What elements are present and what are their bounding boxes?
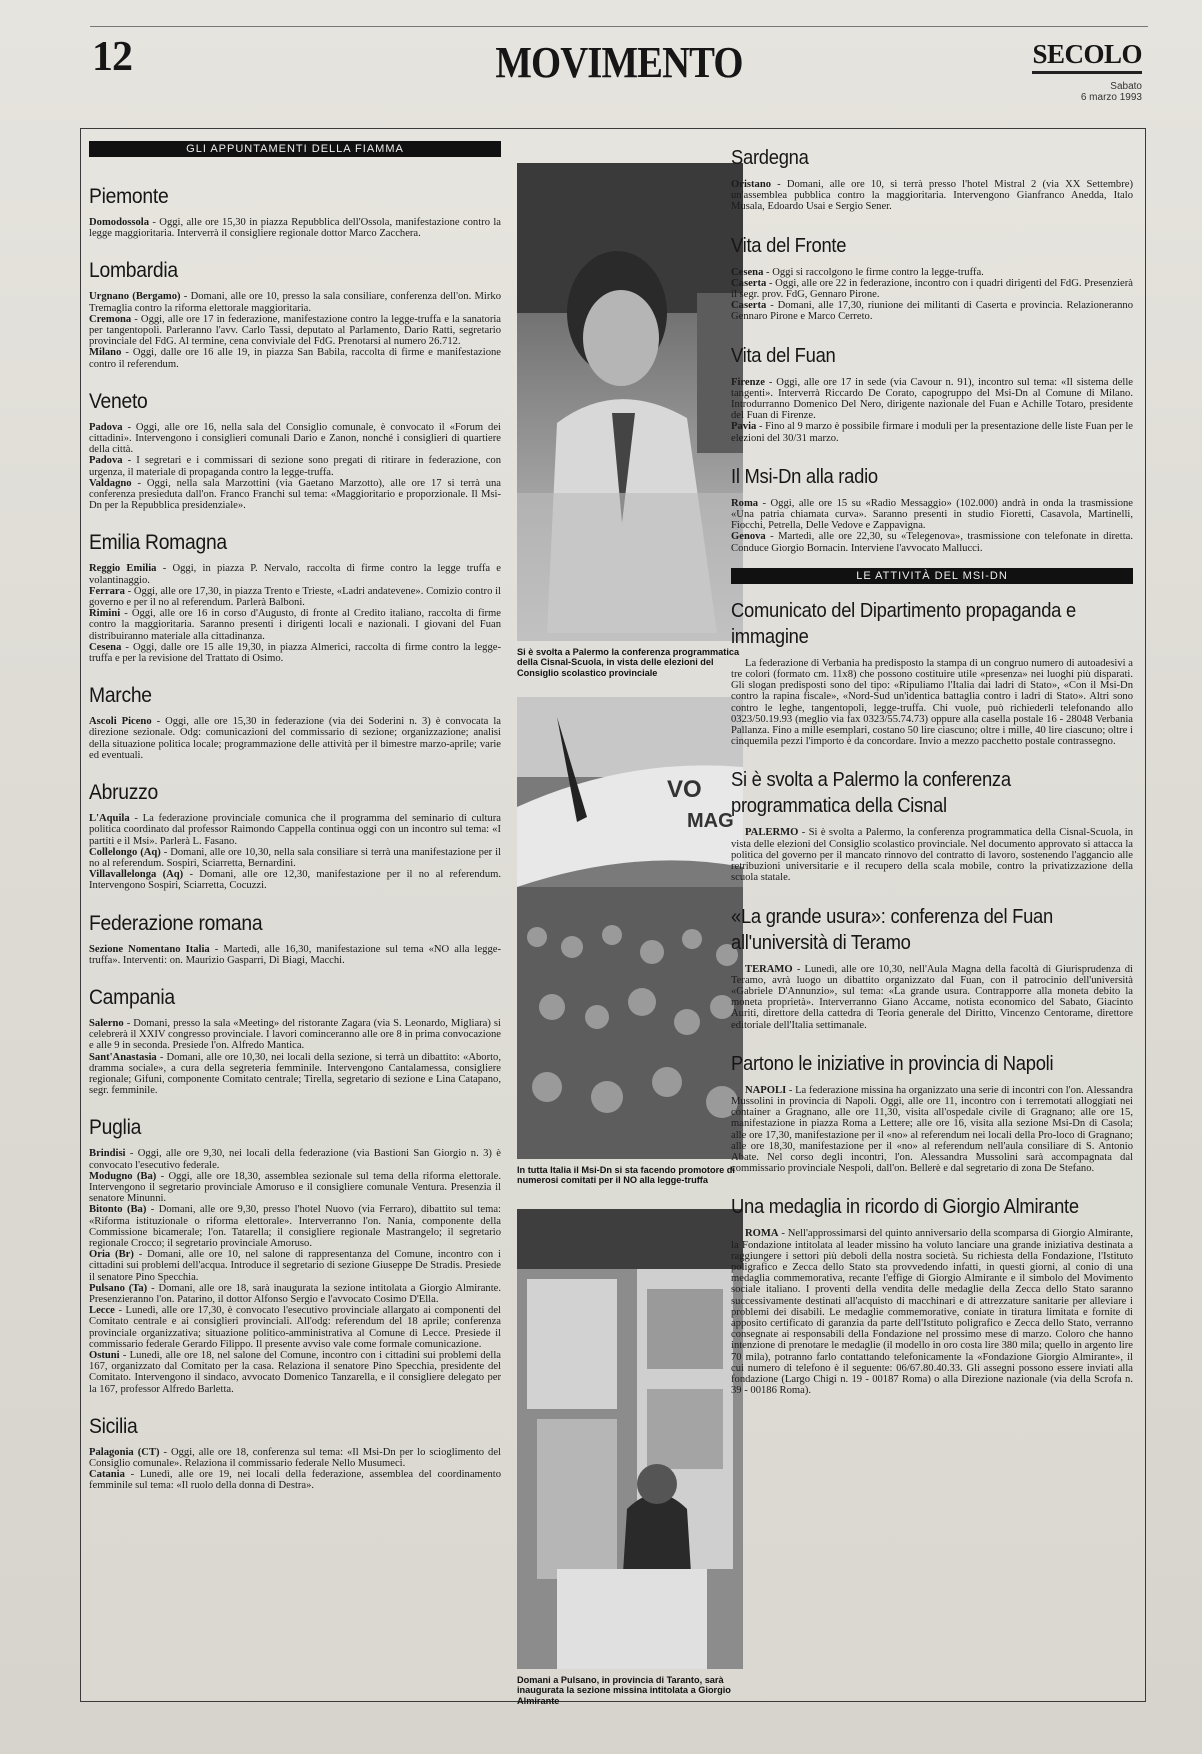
photo-crowd-banner-image [517,697,743,1159]
appointment-text: - Oggi, dalle ore 16 alle 19, in piazza San Babila, raccolta di firme e manifestazione contro il referendum. [89,347,501,370]
article-text: - Nell'approssimarsi del quinto anniversario della scomparsa di Giorgio Almirante, la Fondazione intitolata al leader missino ha voluto lanciare una grande iniziativa destinata a raggiungere i settori più deboli della nostra società. Su richiesta della Fondazione, l'Istituto poligrafico e Zecca dello Stato sta provvedendo infatti, in questi giorni, al conio di una medaglia commemorativa, recante l'effige di Giorgio Almirante e il simbolo del Movimento sociale italiano. I proventi della vendita delle medaglie della Zecca dello Stato saranno successivamente destinati all'acquisto di macchinari e di attrezzature sanitarie per alleviare i problemi dei disabili. Le medaglie commemorative, coniate in tiratura limitata e fornite di apposito certificato di garanzia da parte dell'Istituto poligrafico e Zecca dello Stato, verranno consegnate ai responsabili della Fondazione nel prossimo mese di marzo. Coloro che hanno intenzione di prenotare le medaglie (il modello in oro costa lire 380 mila; quello in argento lire 70 mila), potranno farlo contattando telefonicamente la «Fondazione Giorgio Almirante», il cui numero di telefono è il seguente: 06/67.80.40.33. Gli assegni possono essere inviati alla fondazione (Largo Chigi n. 19 - 00187 Roma) o alla Direzione nazionale (via della Scrofa n. 39 - 00186 Roma). [731,1228,1133,1397]
appointment-text: - Oggi, alle ore 15 su «Radio Messaggio» (102.000) andrà in onda la trasmissione «Una patria chiamata curva». Saranno presenti in studio Fioretti, Casavola, Martinelli, Fiocchi, Petrella, Delle Vedove e Zappavigna. [731,497,1133,532]
photo-caption-2: In tutta Italia il Msi-Dn si sta facendo promotore di numerosi comitati per il NO alla legge-truffa [517,1165,735,1186]
appointment-text: - Lunedì, alle ore 18, nel salone del Comune, incontro con i cittadini sui problemi della 167, organizzato dal Comitato per la casa. Relaziona il senatore Pino Specchia, presidente del Comitato. Intervengono il sindaco, avvocato Domenico Tanzarella, e il consigliere delegato per la 167, professor Alfredo Barletta. [89,1350,501,1395]
appointment-text: - Domani, alle ore 10,30, nella sala consiliare si terrà una manifestazione per il no al referendum. Sospiri, Sciarretta, Bernardini. [89,846,501,869]
appointment-place: Padova [89,455,123,467]
photo-young-man-image [517,163,743,641]
issue-date-text: 6 marzo 1993 [1080,92,1142,103]
region-heading: Piemonte [89,185,169,208]
newspaper-logo: SECOLO [1032,39,1142,74]
appointment-text: - La federazione provinciale comunica che il programma del seminario di cultura politica coordinato dal professor Raimondo Cappella continua oggi con un incontro sul tema: «I partiti e il Msi». Parlerà L. Fasano. [89,813,501,847]
appointment-text: - Domani, alle ore 10, si terrà presso l'hotel Mistral 2 (via XX Settembre) un'assemblea pubblica contro la maggioritaria. Intervengono Gianfranco Anedda, Italo Musala, Edoardo Usai e Sergio Sener. [731,179,1133,213]
issue-day: Sabato [1110,81,1142,92]
appointment-place: Firenze [731,376,765,388]
appointment-text: - I segretari e i commissari di sezione sono pregati di ritirare in federazione, con urgenza, il materiale di propaganda contro la legge-truffa. [89,455,501,478]
appointment-place: Palagonia (CT) [89,1446,160,1458]
region-text [89,563,501,664]
appointment-text: - Oggi, alle ore 18, conferenza sul tema: «Il Msi-Dn per lo scioglimento del Consiglio comunale». Relaziona il commissario federale Nello Musumeci. [89,1446,501,1470]
article-headline: Comunicato del Dipartimento propaganda e immagine [731,599,1076,648]
region-text [89,1148,501,1394]
appointment-text: - Domani, presso la sala «Meeting» del ristorante Zagara (via S. Leonardo, Migliara) si celebrerà il XXIV congresso provinciale. I lavori cominceranno alle ore 8 in prima convocazione e alle 9 in seconda. Presiede l'on. Alfredo Mantica. [89,1017,501,1052]
appointment-place: Roma [731,497,759,509]
article-text: - Si è svolta a Palermo, la conferenza programmatica della Cisnal-Scuola, in vista delle elezioni del Consiglio scolastico provinciale. Nel documento approvato si attacca la politica del governo per il mancato rinnovo del contratto di lavoro, sostenendo l'aggancio alle retribuzioni universitarie e il recupero della scala mobile, contro la privatizzazione della scuola statale. [731,827,1133,884]
appointment-place: Sant'Anastasia [89,1051,157,1063]
appointment-place: Modugno (Ba) [89,1170,157,1182]
photo-section-office-image [517,1209,743,1669]
region-text [89,716,501,761]
appointment-text: - Oggi, nella sala Marzottini (via Gaetano Marzotto), alle ore 17 si terrà una conferenza presieduta dall'on. Franco Franchi sul tema: «Maggioritario e proporzionale. Il Msi-Dn per la Repubblica presidenziale». [89,477,501,512]
appointment-place: Pavia [731,421,757,433]
article-headline: «La grande usura»: conferenza del Fuan all'università di Teramo [731,905,1053,954]
masthead [90,26,1148,114]
article-headline: Una medaglia in ricordo di Giorgio Almirante [731,1196,1079,1219]
appointment-place: Caserta [731,277,767,289]
appointment-text: - Lunedì, alle ore 19, nei locali della federazione, assemblea del coordinamento femminile sul tema: «Il ruolo della donna di Destra». [89,1469,501,1492]
appointment-place: Oristano [731,179,772,190]
appointment-text: - Oggi, alle ore 18,30, assemblea sezionale sul tema della riforma elettorale. Intervengono il segretario provinciale Amoruso e il consigliere comunale Ventura. Presenzia il senatore Minunni. [89,1170,501,1205]
section-text [731,179,1133,213]
appointment-text: - Oggi, alle ore 17 in sede (via Cavour n. 91), incontro sul tema: «Il sistema delle tangenti». Interverrà Riccardo De Corato, capogruppo del Msi-Dn al Comune di Milano. Introdurranno Domenico Del Nero, dirigente nazionale del Fuan e Achille Totaro, presidente del Fuan di Firenze. [731,376,1133,422]
article-headline: Si è svolta a Palermo la conferenza programmatica della Cisnal [731,769,1011,818]
section-text [731,377,1133,444]
appointment-place: Genova [731,531,766,543]
appointment-text: - Domani, alle 17,30, riunione dei militanti di Caserta e provincia. Relazioneranno Gennaro Pirone e Marco Cerreto. [731,300,1133,323]
photo-caption-3: Domani a Pulsano, in provincia di Taranto, sarà inaugurata la sezione missina intitolata a Giorgio Almirante [517,1675,731,1706]
section-text [731,267,1133,323]
appointment-place: Padova [89,421,123,433]
section-heading: Vita del Fuan [731,344,836,367]
appointment-place: Sezione Nomentano Italia [89,943,210,955]
appointment-place: Catania [89,1469,125,1481]
article-dateline: PALERMO [745,827,799,839]
appointment-text: - Oggi, alle ore 17,30, in piazza Trento e Trieste, «Ladri andatevene». Comizio contro il governo e per il no al referendum. Parlerà Balboni. [89,585,501,609]
article-body [731,658,1133,748]
region-text [89,1018,501,1096]
appointment-text: - Domani, alle ore 12,30, manifestazione per il no al referendum. Intervengono Sospiri, Sciarretta, Cocuzzi. [89,869,502,892]
appointment-text: - Oggi, dalle ore 15 alle 19,30, in piazza Almerici, raccolta di firme contro la legge-truffa e per la revisione del Trattato di Osimo. [89,641,501,665]
appointment-text: - Oggi, alle ore 17 in federazione, manifestazione contro la legge-truffa e la sanatoria per tangentopoli. Parleranno l'avv. Carlo Tassi, deputato al Parlamento, Dario Ratti, segretario provinciale del FdG. Al termine, cena conviviale del FdG. Prenotarsi al numero 26.712. [89,313,501,348]
appointment-place: Bitonto (Ba) [89,1204,147,1216]
appointment-text: - Oggi, alle ore 16, nella sala del Consiglio comunale, è convocato il «Forum dei cittadini». Intervengono i consiglieri comunali Dario e Zanon, nonché i consiglieri di quartiere della città. [89,421,501,456]
region-text [89,217,501,239]
article-text: - Lunedì, alle ore 10,30, nell'Aula Magna della facoltà di Giurisprudenza di Teramo, avrà luogo un dibattito organizzato dal Fuan, con il patrocinio dell'università «Gabriele D'Annunzio», sul tema: «La grande usura. Contrapporre alla moneta debito la moneta proprietà». Interverranno Giano Accame, notista economico del Sabato, Giacinto Auriti, direttore della cattedra di Teoria generale del Diritto, Vincenzo Centorame, direttore editoriale dell'Italia settimanale. [731,963,1133,1031]
article-body [731,827,1133,883]
region-heading: Lombardia [89,259,178,283]
region-text [89,944,501,966]
appointment-place: Ascoli Piceno [89,716,152,728]
appointments-banner: GLI APPUNTAMENTI DELLA FIAMMA [89,141,501,157]
appointment-text: - Lunedì, alle ore 17,30, è convocato l'esecutivo provinciale allargato ai componenti del Comitato centrale e ai consiglieri provinciali. All'odg: referendum del 18 aprile; conferenza provinciale organizzativa; situazione politico-amministrativa al Comune di Lecce. Presiede il commissario federale Gerardo Filippo. Il presente avviso vale come formale comunicazione. [89,1305,501,1350]
article-headline: Partono le iniziative in provincia di Napoli [731,1052,1054,1075]
photo-caption-1: Si è svolta a Palermo la conferenza programmatica della Cisnal-Scuola, in vista delle elezioni del Consiglio scolastico provinciale [517,647,740,678]
appointment-place: Cremona [89,313,132,325]
appointment-place: Ostuni [89,1350,120,1361]
section-heading: Sardegna [731,147,809,169]
content-frame [80,128,1146,1706]
appointment-text: - Oggi, in piazza P. Nervalo, raccolta di firme contro la legge truffa e volantinaggio. [89,563,502,586]
appointment-place: Caserta [731,300,767,312]
appointment-text: - Martedì, alle ore 22,30, su «Telegenova», trasmissione con telefonate in diretta. Conduce Giorgio Bornacin. Interviene l'avvocato Mallucci. [731,531,1133,554]
appointments-column [89,129,501,1492]
photo-pulsano-section [517,1209,743,1669]
photo-banner-text-vo: VO [667,776,702,803]
photo-no-legge-truffa [517,697,743,1159]
region-text [89,291,501,369]
article-body [731,1228,1133,1396]
section-title: MOVIMENTO [495,38,743,87]
appointment-place: Reggio Emilia [89,563,157,575]
region-heading: Sicilia [89,1414,138,1438]
appointment-place: Villavallelonga (Aq) [89,869,184,881]
appointment-place: Brindisi [89,1148,126,1160]
appointment-place: Valdagno [89,477,132,489]
region-heading: Puglia [89,1116,142,1140]
article-dateline: NAPOLI [745,1084,787,1096]
region-text [89,1447,501,1492]
right-sections [731,145,1133,554]
appointment-text: - Oggi, alle ore 9,30, nei locali della federazione (via Bastioni San Giorgio n. 3) è convocato l'esecutivo federale. [89,1148,501,1171]
article-dateline: TERAMO [745,963,793,975]
appointment-text: - Domani, alle ore 10, presso la sala consiliare, conferenza dell'on. Mirko Tremaglia contro la riforma elettorale maggioritaria. [89,291,501,314]
right-column [731,129,1133,1396]
section-heading: Vita del Fronte [731,234,847,257]
appointment-place: Pulsano (Ta) [89,1282,148,1294]
appointment-text: - Oggi si raccolgono le firme contro la legge-truffa. [763,266,984,278]
region-heading: Emilia Romagna [89,531,227,555]
section-heading: Il Msi-Dn alla radio [731,465,878,488]
appointment-text: - Domani, alle ore 9,30, presso l'hotel Nuovo (via Ferraro), dibattito sul tema: «Riforma istituzionale o riforma elettorale». Interverranno l'on. Nania, componente della Commissione bicamerale; l'on. Tatarella; il consigliere regionale Mastrangelo; il segretario regionale Crocco; il segretario provinciale Amoruso. [89,1204,501,1249]
article-text: La federazione di Verbania ha predisposto la stampa di un congruo numero di autoadesivi a tre colori (formato cm. 11x8) che possono costituire utile «presenza» nei luoghi più disparati. Gli slogan predisposti sono del tipo: «Ripuliamo l'Italia dai ladri di Stato», «Con il Msi-Dn contro la rapina fiscale», «Nord-Sud un'identica battaglia contro i ladri di Stato». Altri sono contro le leghe, tangentopoli, legge-truffa. Chi vuole, può richiederli telefonando allo 0323/50.19.93 (meglio via fax 0323/55.74.73) oppure alla casella postale 16 - 28048 Verbania Pallanza. Fino a mille esemplari, costano 50 lire ciascuno; oltre i mille, 40 lire ciascuno; oltre i cinquemila pezzi l'importo è da concordare. Invio a mezzo pacchetto postale contrassegno. [731,657,1133,748]
appointment-place: Rimini [89,608,121,620]
appointment-place: Milano [89,347,122,359]
section-text [731,498,1133,554]
article-body [731,964,1133,1031]
appointment-place: Lecce [89,1305,115,1317]
appointment-text: - Oggi, alle ore 22 in federazione, incontro con i quadri dirigenti del FdG. Presenzierà il segr. prov. FdG, Gennaro Pirone. [731,277,1133,301]
appointment-text: - Oggi, alle ore 15,30 in piazza Repubblica dell'Ossola, manifestazione contro la legge maggioritaria. Interverrà il consigliere regionale dottor Marco Zacchera. [89,217,501,240]
appointment-text: - Oggi, alle ore 15,30 in federazione (via dei Soderini n. 3) è convocata la direzione sezionale. Odg: comunicazioni del commissario di sezione; organizzazione; analisi della situazione politica locale; programmazione delle attività per il bimestre marzo-aprile; varie ed eventuali. [89,716,501,761]
region-heading: Marche [89,684,152,708]
appointment-place: Urgnano (Bergamo) [89,291,181,303]
appointment-text: - Martedì, alle 16,30, manifestazione sul tema «NO alla legge-truffa». Interventi: on. Maurizio Gasparri, Di Biagi, Macchi. [89,943,501,966]
appointment-place: Collelongo (Aq) [89,846,161,858]
region-heading: Abruzzo [89,781,158,805]
appointment-place: Oria (Br) [89,1249,134,1261]
region-heading: Federazione romana [89,911,263,935]
appointment-text: - Fino al 9 marzo è possibile firmare i moduli per la presentazione delle liste Fuan per le elezioni del 30/31 marzo. [731,421,1133,444]
appointment-text: - Domani, alle ore 10, nel salone di rappresentanza del Comune, incontro con i cittadini sui problemi dell'acqua. Introduce il segretario di sezione Giuseppe De Stradis. Presiede il senatore Pino Specchia. [89,1249,502,1283]
photo-cisnal-conference [517,163,743,641]
region-heading: Veneto [89,389,148,413]
issue-date [1081,81,1142,103]
appointment-place: Salerno [89,1017,124,1029]
article-dateline: ROMA [745,1228,779,1240]
appointment-place: L'Aquila [89,813,130,825]
appointment-place: Ferrara [89,585,125,597]
page-number: 12 [92,34,132,80]
msi-activities-banner: LE ATTIVITÀ DEL MSI-DN [731,568,1133,584]
appointment-text: - Domani, alle ore 18, sarà inaugurata la sezione intitolata a Giorgio Almirante. Presenzieranno l'on. Patarino, il dottor Alfonso Sergio e l'avvocato Cosimo D'Ella. [89,1282,501,1305]
region-text [89,813,501,891]
region-text [89,422,501,512]
right-articles [731,598,1133,1397]
appointment-text: - Oggi, alle ore 16 in corso d'Augusto, di fronte al Credito italiano, raccolta di firme contro la maggioritaria. Saranno presenti i dirigenti locali e nazionali. I giovani del Fuan distribuiranno materiale alla cittadinanza. [89,608,501,642]
region-heading: Campania [89,985,175,1009]
photo-banner-text-mag: MAG [687,810,734,832]
appointment-place: Domodossola [89,217,150,228]
appointment-place: Cesena [89,641,122,653]
article-text: - La federazione missina ha organizzato una serie di incontri con l'on. Alessandra Mussolini in provincia di Napoli. Oggi, alle ore 11, incontro con i terremotati alloggiati nei container a Gragnano, alle ore 11,30, visita all'ospedale civile di Gragnano; alle ore 15, manifestazione in piazza Roma a Lettere; alle ore 16, visita alla sezione Msi-Dn di Casola; alle ore 17,30, manifestazione per il «no» al referendum nei locali della Pro-loco di Gragnano; alle ore 18,30, manifestazione per il «no» al referendum nell'aula consiliare di S. Antonio Abate. Nel corso degli incontri, l'on. Alessandra Mussolini sarà accompagnata dal commissario provinciale Nespoli, dall'on. Bellerè e dal segretario di zona De Stefano. [731,1084,1133,1175]
regions-list [89,185,501,1492]
appointment-text: - Domani, alle ore 10,30, nei locali della sezione, si terrà un dibattito: «Aborto, dramma sociale», a cura della segreteria femminile. Intervengono Cantalamessa, consigliere regionale; Gifuni, componente Comitato centrale; Tirella, segretario di sezione e Lina Catapano, segr. femminile. [89,1051,501,1097]
appointment-place: Cesena [731,266,764,278]
article-body [731,1085,1133,1175]
